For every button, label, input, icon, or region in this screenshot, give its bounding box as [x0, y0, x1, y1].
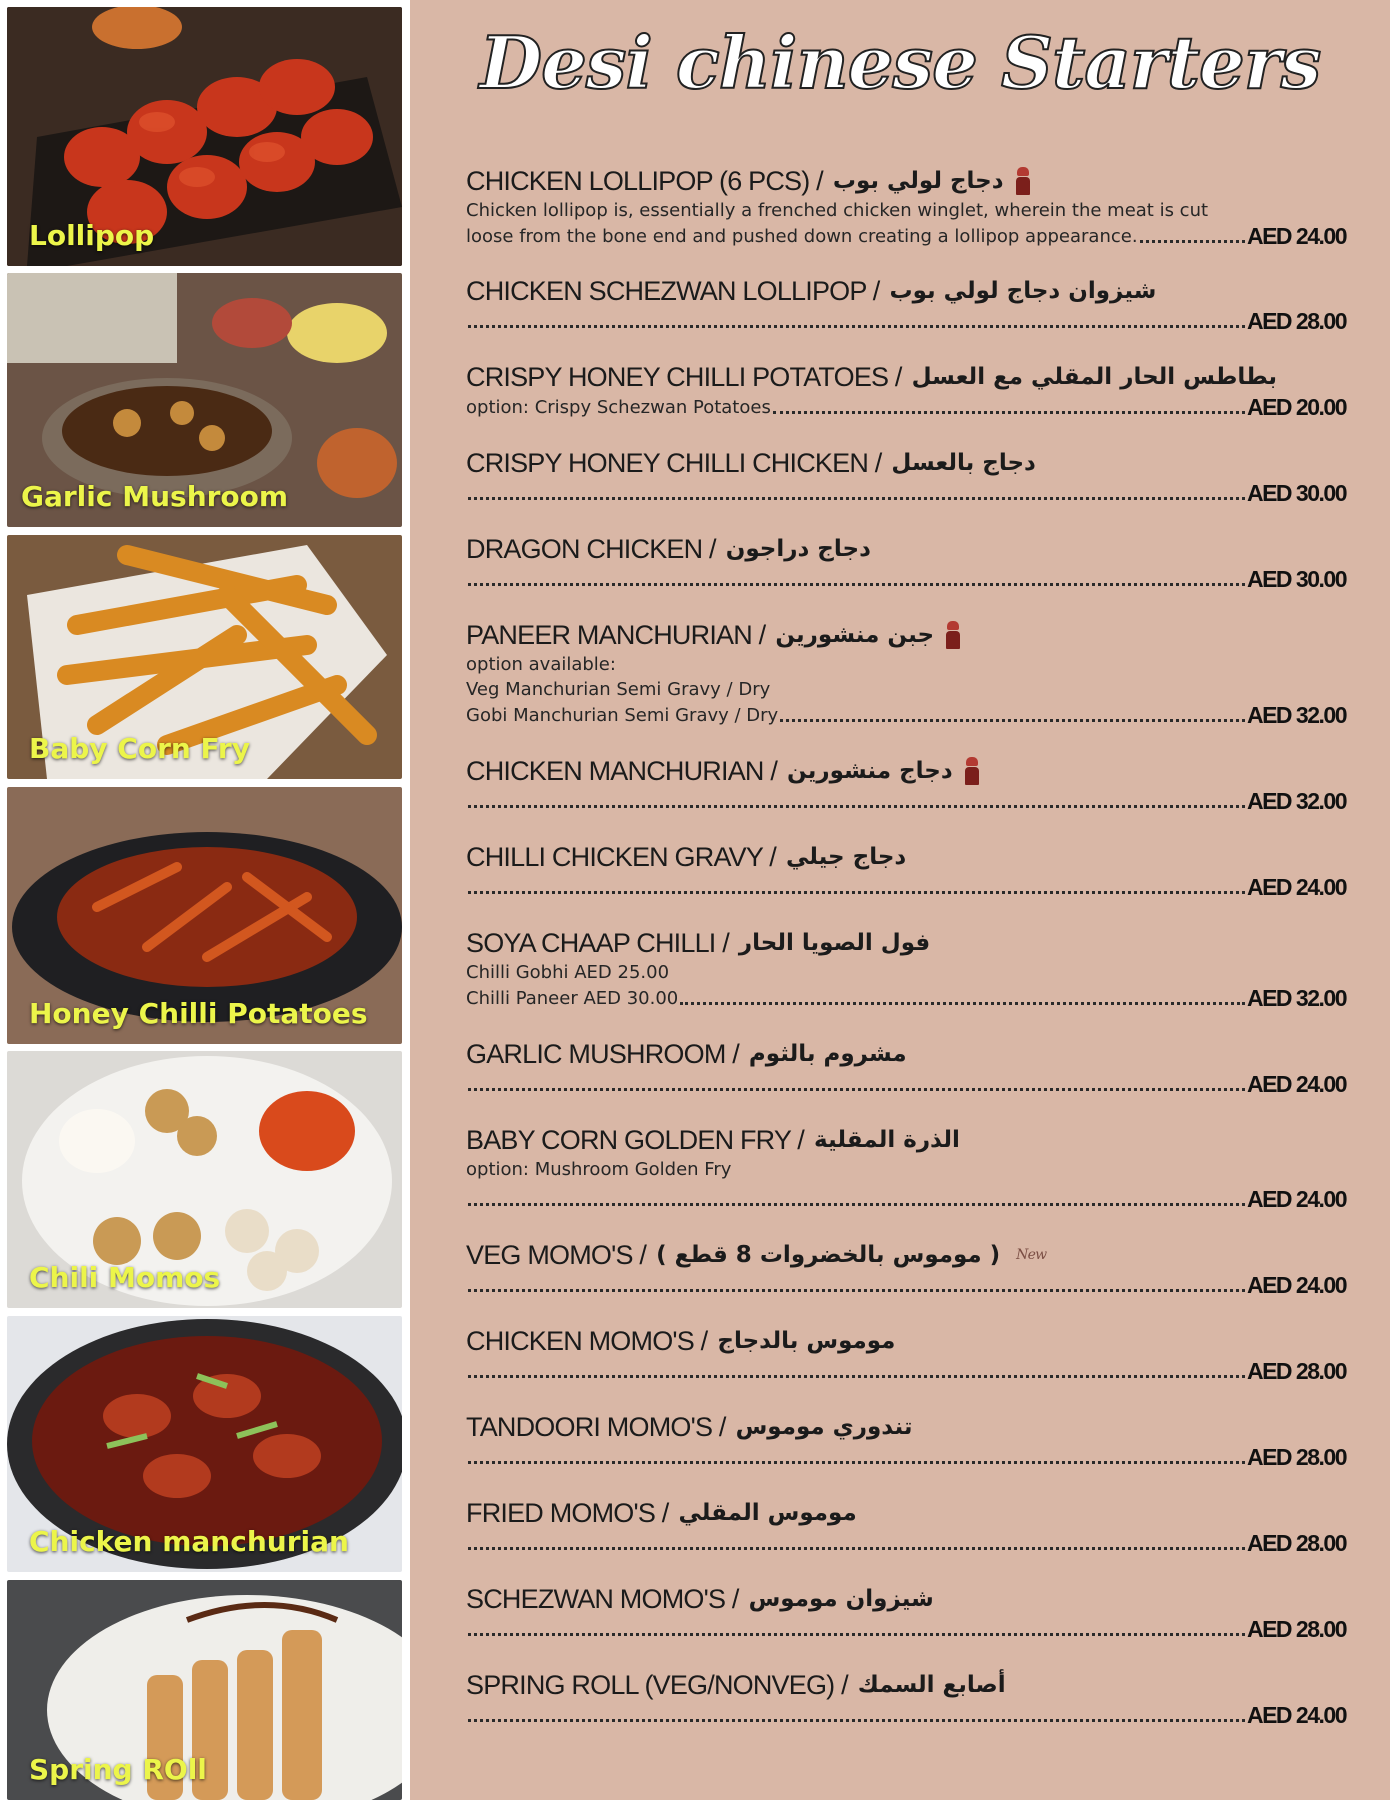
dot-leader [468, 1546, 1245, 1550]
photo-chili-momos [7, 1051, 402, 1308]
item-arabic: أصابع السمك [857, 1672, 1006, 1698]
menu-item [466, 1668, 1346, 1728]
item-desc: option available: [466, 654, 616, 675]
dot-leader [468, 1718, 1245, 1722]
item-name: CHICKEN LOLLIPOP (6 PCS) / [466, 166, 823, 196]
item-arabic: شيزوان موموس [748, 1586, 934, 1612]
photo-lollipop [7, 7, 402, 266]
dot-leader [468, 1632, 1245, 1636]
item-name: CHILLI CHICKEN GRAVY / [466, 842, 776, 872]
item-arabic: دجاج منشورين [787, 758, 953, 784]
item-desc: option: Mushroom Golden Fry [466, 1159, 732, 1180]
dot-leader [1140, 239, 1245, 243]
item-name: CRISPY HONEY CHILLI POTATOES / [466, 362, 902, 392]
item-price: AED 28.00 [1246, 1616, 1346, 1642]
item-price: AED 30.00 [1246, 566, 1346, 592]
item-arabic: موموس المقلي [678, 1500, 857, 1526]
menu-item [466, 1410, 1346, 1470]
dot-leader [780, 718, 1245, 722]
dot-leader [468, 804, 1245, 808]
item-name: CRISPY HONEY CHILLI CHICKEN / [466, 448, 882, 478]
dot-leader [468, 496, 1245, 500]
item-price: AED 30.00 [1246, 480, 1346, 506]
menu-item [466, 1582, 1346, 1642]
photo-spring-roll [7, 1580, 402, 1800]
menu-item [466, 1324, 1346, 1384]
item-name: TANDOORI MOMO'S / [466, 1412, 726, 1442]
item-name: CHICKEN SCHEZWAN LOLLIPOP / [466, 276, 880, 306]
photo-caption: Garlic Mushroom [21, 480, 289, 513]
dot-leader [468, 1202, 1245, 1206]
menu-item [466, 446, 1346, 506]
item-name: VEG MOMO'S / [466, 1240, 647, 1270]
item-arabic: ( موموس بالخضروات 8 قطع ) [656, 1242, 1001, 1268]
photo-caption: Chili Momos [29, 1261, 221, 1294]
item-desc: loose from the bone end and pushed down creating a lollipop appearance. [466, 226, 1138, 247]
item-price: AED 20.00 [1246, 394, 1346, 420]
photo-caption: Chicken manchurian [29, 1525, 349, 1558]
item-name: CHICKEN MANCHURIAN / [466, 756, 778, 786]
menu-item [466, 1238, 1346, 1298]
menu-item [466, 618, 1346, 728]
page-title: Desi chinese Starters [479, 20, 1321, 105]
item-desc: Chilli Gobhi AED 25.00 [466, 962, 670, 983]
photo-caption: Spring ROll [29, 1753, 207, 1786]
dot-leader [468, 582, 1245, 586]
item-name: DRAGON CHICKEN / [466, 534, 716, 564]
item-arabic: تندوري موموس [735, 1414, 913, 1440]
item-name: SOYA CHAAP CHILLI / [466, 928, 729, 958]
menu-item [466, 1496, 1346, 1556]
new-tag: New [1016, 1247, 1047, 1263]
chef-special-icon [963, 757, 981, 785]
item-price: AED 24.00 [1246, 1702, 1346, 1728]
menu-item [466, 1037, 1346, 1097]
item-arabic: دجاج جيلي [786, 844, 907, 870]
dot-leader [468, 890, 1245, 894]
item-arabic: جبن منشورين [775, 622, 935, 648]
item-price: AED 24.00 [1246, 874, 1346, 900]
menu-item [466, 274, 1346, 334]
menu-panel [410, 0, 1390, 1800]
item-name: FRIED MOMO'S / [466, 1498, 669, 1528]
item-price: AED 32.00 [1246, 788, 1346, 814]
item-price: AED 28.00 [1246, 308, 1346, 334]
photo-caption: Baby Corn Fry [29, 732, 250, 765]
item-arabic: دجاج بالعسل [891, 450, 1036, 476]
item-desc: option: Crispy Schezwan Potatoes [466, 397, 771, 418]
item-name: BABY CORN GOLDEN FRY / [466, 1125, 805, 1155]
dot-leader [468, 1374, 1245, 1378]
item-arabic: شيزوان دجاج لولي بوب [889, 278, 1157, 304]
menu-item [466, 1123, 1346, 1212]
dot-leader [468, 1087, 1245, 1091]
item-price: AED 32.00 [1246, 702, 1346, 728]
dot-leader [773, 410, 1245, 414]
dot-leader [680, 1001, 1245, 1005]
dot-leader [468, 324, 1245, 328]
item-name: SCHEZWAN MOMO'S / [466, 1584, 739, 1614]
photo-garlic-mushroom [7, 273, 402, 527]
item-desc: Chicken lollipop is, essentially a frenched chicken winglet, wherein the meat is cut [466, 200, 1209, 221]
item-desc: Chilli Paneer AED 30.00 [466, 988, 679, 1009]
item-arabic: موموس بالدجاج [717, 1328, 896, 1354]
item-name: PANEER MANCHURIAN / [466, 620, 766, 650]
dot-leader [468, 1288, 1245, 1292]
menu-item [466, 754, 1346, 814]
menu-item [466, 360, 1346, 420]
item-price: AED 24.00 [1246, 223, 1346, 249]
item-name: CHICKEN MOMO'S / [466, 1326, 708, 1356]
dot-leader [468, 1460, 1245, 1464]
photo-caption: Honey Chilli Potatoes [29, 997, 368, 1030]
item-arabic: دجاج دراجون [725, 536, 871, 562]
item-price: AED 32.00 [1246, 985, 1346, 1011]
item-arabic: فول الصويا الحار [738, 930, 931, 956]
photo-baby-corn-fry [7, 535, 402, 779]
item-price: AED 24.00 [1246, 1071, 1346, 1097]
item-name: GARLIC MUSHROOM / [466, 1039, 739, 1069]
menu-item [466, 840, 1346, 900]
item-price: AED 24.00 [1246, 1272, 1346, 1298]
item-price: AED 28.00 [1246, 1444, 1346, 1470]
item-price: AED 28.00 [1246, 1358, 1346, 1384]
photo-caption: Lollipop [29, 219, 155, 252]
menu-item [466, 532, 1346, 592]
menu-item [466, 164, 1346, 249]
item-arabic: مشروم بالثوم [748, 1041, 907, 1067]
chef-special-icon [1014, 167, 1032, 195]
photo-honey-chilli-potatoes [7, 787, 402, 1044]
item-desc: Veg Manchurian Semi Gravy / Dry [466, 679, 771, 700]
item-arabic: الذرة المقلية [814, 1127, 960, 1153]
item-price: AED 28.00 [1246, 1530, 1346, 1556]
photo-column [0, 0, 410, 1800]
item-arabic: بطاطس الحار المقلي مع العسل [911, 364, 1278, 390]
item-price: AED 24.00 [1246, 1186, 1346, 1212]
item-name: SPRING ROLL (VEG/NONVEG) / [466, 1670, 848, 1700]
chef-special-icon [944, 621, 962, 649]
item-arabic: دجاج لولي بوب [832, 168, 1004, 194]
photo-chicken-manchurian [7, 1316, 402, 1572]
item-desc: Gobi Manchurian Semi Gravy / Dry [466, 705, 779, 726]
menu-item [466, 926, 1346, 1011]
